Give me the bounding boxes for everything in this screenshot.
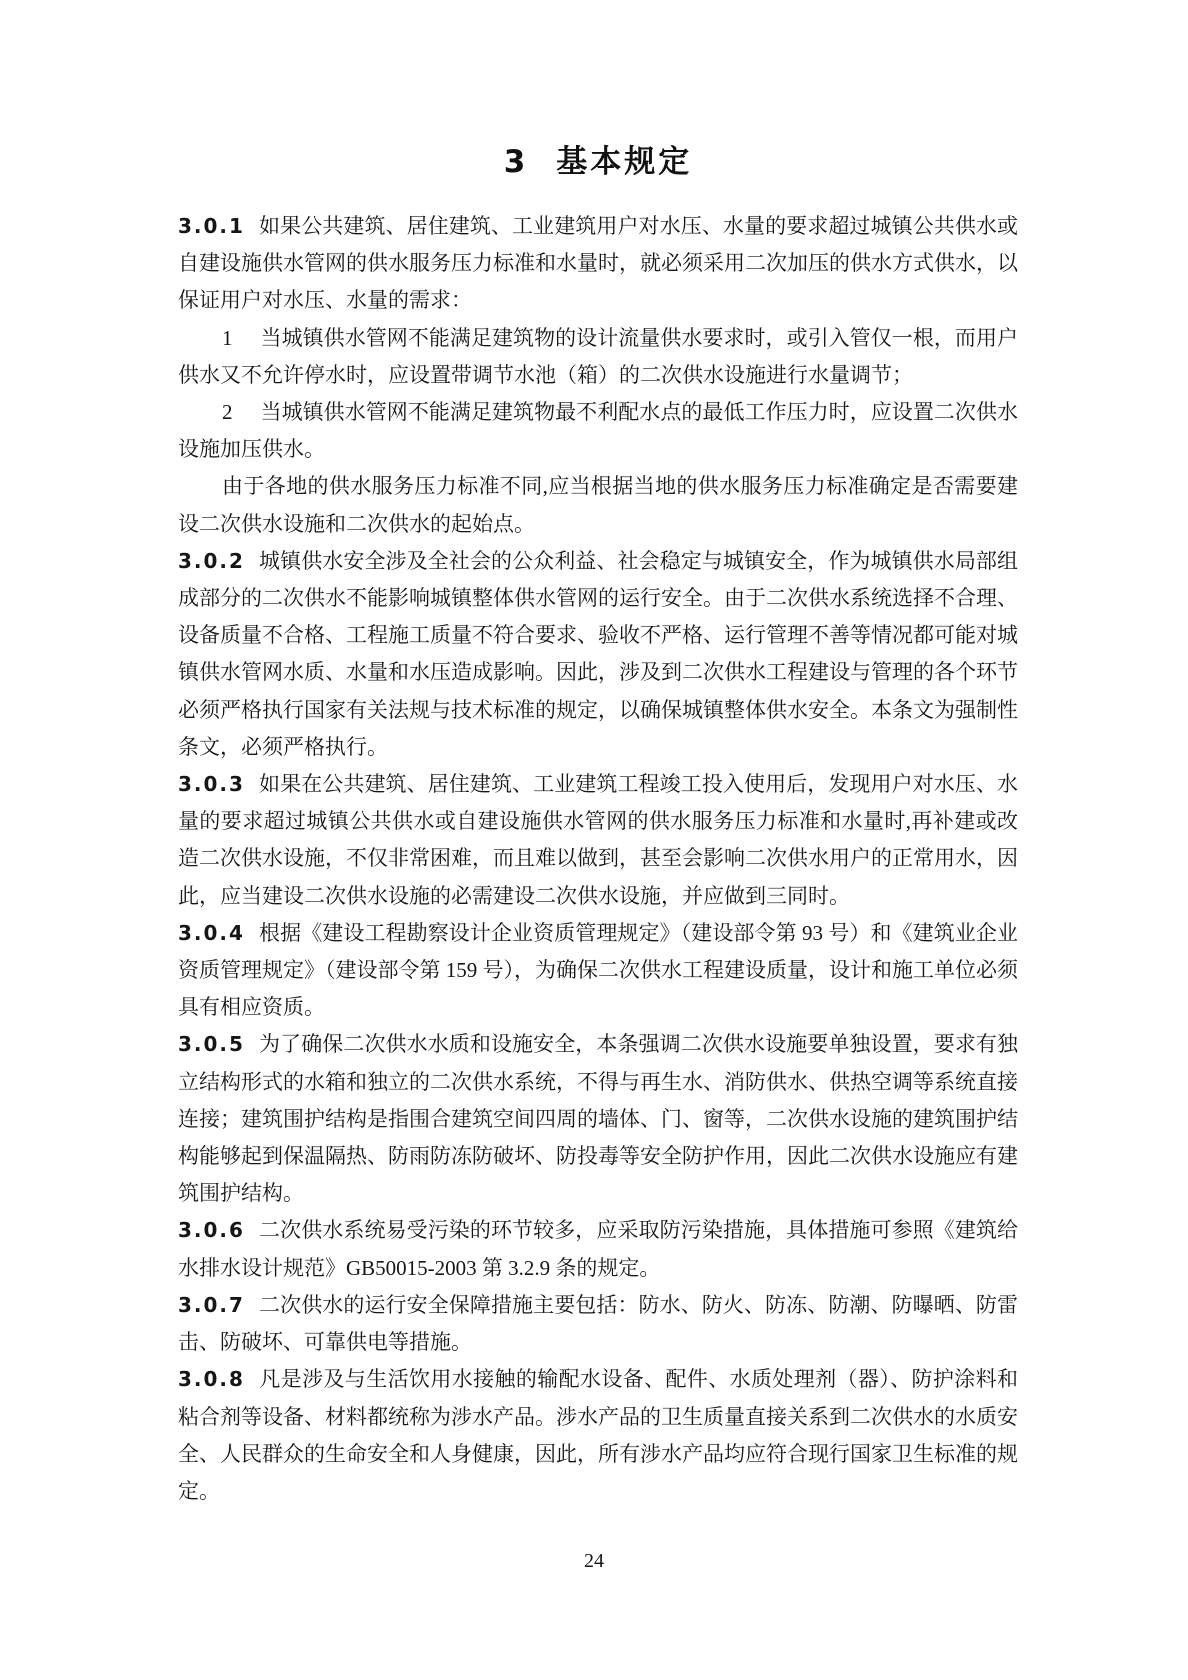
- clause-3-0-5-text: 为了确保二次供水水质和设施安全，本条强调二次供水设施要单独设置，要求有独立结构形式的水箱和独立的二次供水系统，不得与再生水、消防供水、供热空调等系统直接连接；建筑围护结构是指围合建筑空间四周的墙体、门、窗等，二次供水设施的建筑围护结构能够起到保温隔热、防雨防冻防破坏、防投毒等安全防护作用，因此二次供水设施应有建筑围护结构。: [178, 1032, 1018, 1206]
- clause-3-0-7-number: 3.0.7: [178, 1292, 245, 1317]
- clause-3-0-5-number: 3.0.5: [178, 1032, 245, 1057]
- section-heading: [178, 140, 1018, 184]
- clause-3-0-8-text: 凡是涉及与生活饮用水接触的输配水设备、配件、水质处理剂（器）、防护涂料和粘合剂等设备、材料都统称为涉水产品。涉水产品的卫生质量直接关系到二次供水的水质安全、人民群众的生命安全和人身健康，因此，所有涉水产品均应符合现行国家卫生标准的规定。: [178, 1367, 1018, 1503]
- clause-3-0-3-number: 3.0.3: [178, 772, 245, 797]
- subitem-1-text: 当城镇供水管网不能满足建筑物的设计流量供水要求时，或引入管仅一根，而用户供水又不允许停水时，应设置带调节水池（箱）的二次供水设施进行水量调节；: [178, 325, 1018, 387]
- clause-3-0-6-text: 二次供水系统易受污染的环节较多，应采取防污染措施，具体措施可参照《建筑给水排水设计规范》GB50015-2003 第 3.2.9 条的规定。: [178, 1218, 1018, 1280]
- clause-3-0-6: [178, 1212, 1018, 1286]
- clause-3-0-1: [178, 208, 1018, 320]
- subitem-2: [178, 394, 1018, 468]
- clause-3-0-8: [178, 1361, 1018, 1510]
- clause-3-0-3-text: 如果在公共建筑、居住建筑、工业建筑工程竣工投入使用后，发现用户对水压、水量的要求超过城镇公共供水或自建设施供水管网的供水服务压力标准和水量时,再补建或改造二次供水设施，不仅非常困难，而且难以做到，甚至会影响二次供水用户的正常用水，因此，应当建设二次供水设施的必需建设二次供水设施，并应做到三同时。: [178, 772, 1018, 908]
- page-number: 24: [584, 1550, 604, 1572]
- clause-3-0-8-number: 3.0.8: [178, 1367, 245, 1392]
- clause-3-0-3: [178, 766, 1018, 915]
- document-body: [178, 140, 1018, 1510]
- clause-3-0-2-text: 城镇供水安全涉及全社会的公众利益、社会稳定与城镇安全，作为城镇供水局部组成部分的二次供水不能影响城镇整体供水管网的运行安全。由于二次供水系统选择不合理、设备质量不合格、工程施工质量不符合要求、验收不严格、运行管理不善等情况都可能对城镇供水管网水质、水量和水压造成影响。因此，涉及到二次供水工程建设与管理的各个环节必须严格执行国家有关法规与技术标准的规定，以确保城镇整体供水安全。本条文为强制性条文，必须严格执行。: [178, 548, 1018, 759]
- clause-3-0-2-number: 3.0.2: [178, 548, 245, 573]
- clause-3-0-4: [178, 915, 1018, 1027]
- explanation-paragraph-text: 由于各地的供水服务压力标准不同,应当根据当地的供水服务压力标准确定是否需要建设二次供水设施和二次供水的起始点。: [178, 474, 1018, 536]
- clause-3-0-2: [178, 543, 1018, 766]
- section-heading-title: 基本规定: [556, 144, 693, 180]
- subitem-1-number: 1: [222, 325, 233, 350]
- clause-3-0-5: [178, 1026, 1018, 1212]
- subitem-1: [178, 320, 1018, 394]
- clause-3-0-7: [178, 1287, 1018, 1361]
- subitem-2-number: 2: [222, 400, 233, 425]
- clause-3-0-4-text: 根据《建设工程勘察设计企业资质管理规定》（建设部令第 93 号）和《建筑业企业资质管理规定》（建设部令第 159 号），为确保二次供水工程建设质量，设计和施工单位必须具有相应资质。: [178, 920, 1018, 1020]
- clause-3-0-1-number: 3.0.1: [178, 214, 245, 238]
- clause-3-0-6-number: 3.0.6: [178, 1218, 245, 1243]
- subitem-2-text: 当城镇供水管网不能满足建筑物最不利配水点的最低工作压力时，应设置二次供水设施加压供水。: [178, 400, 1018, 462]
- clause-3-0-7-text: 二次供水的运行安全保障措施主要包括：防水、防火、防冻、防潮、防曝晒、防雷击、防破坏、可靠供电等措施。: [178, 1292, 1018, 1355]
- section-heading-number: 3: [503, 144, 527, 180]
- clause-3-0-1-text: 如果公共建筑、居住建筑、工业建筑用户对水压、水量的要求超过城镇公共供水或自建设施供水管网的供水服务压力标准和水量时，就必须采用二次加压的供水方式供水，以保证用户对水压、水量的需求：: [178, 214, 1018, 313]
- explanation-paragraph: [178, 468, 1018, 542]
- clause-3-0-4-number: 3.0.4: [178, 920, 245, 945]
